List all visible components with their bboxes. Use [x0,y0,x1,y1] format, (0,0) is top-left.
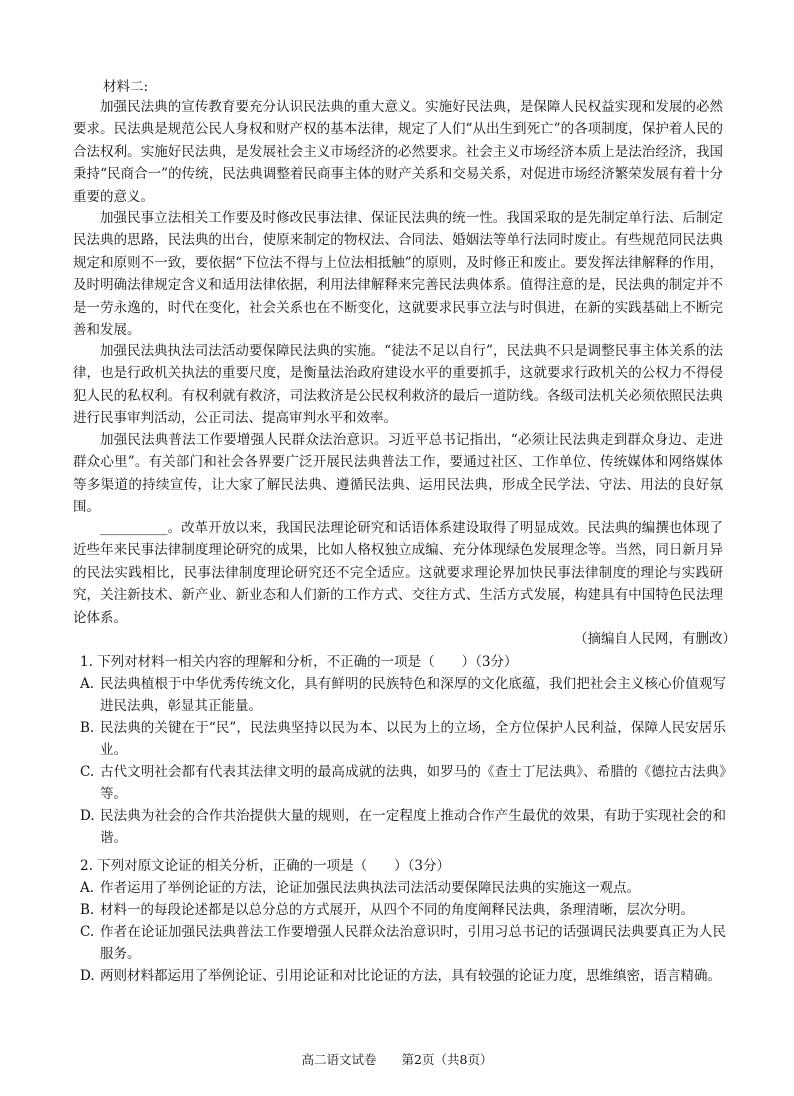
option-a [80,673,726,717]
option-c [80,761,726,805]
option-c [80,921,726,965]
page-footer: 高二语文试卷 第2页（共8页） [301,1052,493,1067]
paragraph-enforcement: 加强民法典执法司法活动要保障民法典的实施。“徒法不足以自行”，民法典不只是调整民事主体关系的法律，也是行政机关执法的重要尺度，是衡量法治政府建设水平的重要抓手，这就要求行政机关的公权力不得侵犯人民的私权利。有权利就有救济，司法救济是公民权利救济的最后一道防线。各级司法机关必须依照民法典进行民事审判活动，公正司法、提高审判水平和效率。 [73,343,723,427]
option-text: 古代文明社会都有代表其法律文明的最高成就的法典，如罗马的《查士丁尼法典》、希腊的《德拉古法典》等。 [100,764,726,802]
paragraph-publicity: 加强民法典的宣传教育要充分认识民法典的重大意义。实施好民法典，是保障人民权益实现和发展的必然要求。民法典是规范公民人身权和财产权的基本法律，规定了人们“从出生到死亡”的各项制度，保护着人民的合法权利。实施好民法典，是发展社会主义市场经济的必然要求。社会主义市场经济本质上是法治经济，我国秉持“民商合一”的传统，民法典调整着民商事主体的财产关系和交易关系，对促进市场经济繁荣发展有着十分重要的意义。 [73,99,723,205]
option-letter: A. [80,880,95,896]
source-note: （摘编自人民网，有删改） [574,631,736,647]
option-a [80,877,726,899]
option-text: 作者在论证加强民法典普法工作要增强人民群众法治意识时，引用习总书记的话强调民法典要真正为人民服务。 [100,924,726,962]
paragraph-theory-research: __________。改革开放以来，我国民法理论研究和话语体系建设取得了明显成效。民法典的编撰也体现了近些年来民事法律制度理论研究的成果，比如人格权独立成编、充分体现绿色发展理念等。当然，同日新月异的民法实践相比，民事法律制度理论研究还不完全适应。这就要求理论界加快民事法律制度的理论与实践研究，关注新技术、新产业、新业态和人们新的工作方式、交往方式、生活方式发展，构建具有中国特色民法理论体系。 [73,520,723,626]
option-letter: D. [80,808,95,824]
material-heading: 材料二: [103,79,149,95]
option-d [80,805,726,849]
option-b [80,717,726,761]
paragraph-legislation: 加强民事立法相关工作要及时修改民事法律、保证民法典的统一性。我国采取的是先制定单行法、后制定民法典的思路，民法典的出台，使原来制定的物权法、合同法、婚姻法等单行法同时废止。有些规范同民法典规定和原则不一致，要依据“下位法不得与上位法相抵触”的原则，及时修正和废止。要发挥法律解释的作用，及时明确法律规定含义和适用法律依据，利用法律解释来完善民法典体系。值得注意的是，民法典的制定并不是一劳永逸的，时代在变化，社会关系也在不断变化，这就要求民事立法与时俱进，在新的实践基础上不断完善和发展。 [73,210,723,339]
option-text: 作者运用了举例论证的方法，论证加强民法典执法司法活动要保障民法典的实施这一观点。 [100,880,640,896]
option-text: 民法典的关键在于“民”，民法典坚持以民为本、以民为上的立场，全方位保护人民利益，保障人民安居乐业。 [100,720,726,758]
option-letter: A. [80,676,95,692]
paragraph-legal-education: 加强民法典普法工作要增强人民群众法治意识。习近平总书记指出，“必须让民法典走到群众身边、走进群众心里”。有关部门和社会各界要广泛开展民法典普法工作，要通过社区、工作单位、传统媒体和网络媒体等多渠道的持续宣传，让大家了解民法典、遵循民法典、运用民法典，形成全民学法、守法、用法的良好氛围。 [73,432,723,516]
option-text: 材料一的每段论述都是以总分总的方式展开，从四个不同的角度阐释民法典，条理清晰，层次分明。 [100,902,694,918]
question-2 [80,855,726,987]
question-stem: 2. 下列对原文论证的相关分析，正确的一项是（ ）（3分） [80,858,451,874]
option-d [80,965,726,987]
option-text: 两则材料都运用了举例论证、引用论证和对比论证的方法，具有较强的论证力度，思维缜密，语言精确。 [100,968,721,984]
option-letter: B. [80,720,95,736]
option-letter: D. [80,968,95,984]
option-letter: B. [80,902,95,918]
option-text: 民法典植根于中华优秀传统文化，具有鲜明的民族特色和深厚的文化底蕴，我们把社会主义核心价值观写进民法典，彰显其正能量。 [100,676,726,714]
option-letter: C. [80,764,95,780]
option-letter: C. [80,924,95,940]
option-text: 民法典为社会的合作共治提供大量的规则，在一定程度上推动合作产生最优的效果，有助于实现社会的和谐。 [100,808,726,846]
question-1 [80,651,726,849]
option-b [80,899,726,921]
question-stem: 1. 下列对材料一相关内容的理解和分析，不正确的一项是（ ）（3分） [80,654,518,670]
